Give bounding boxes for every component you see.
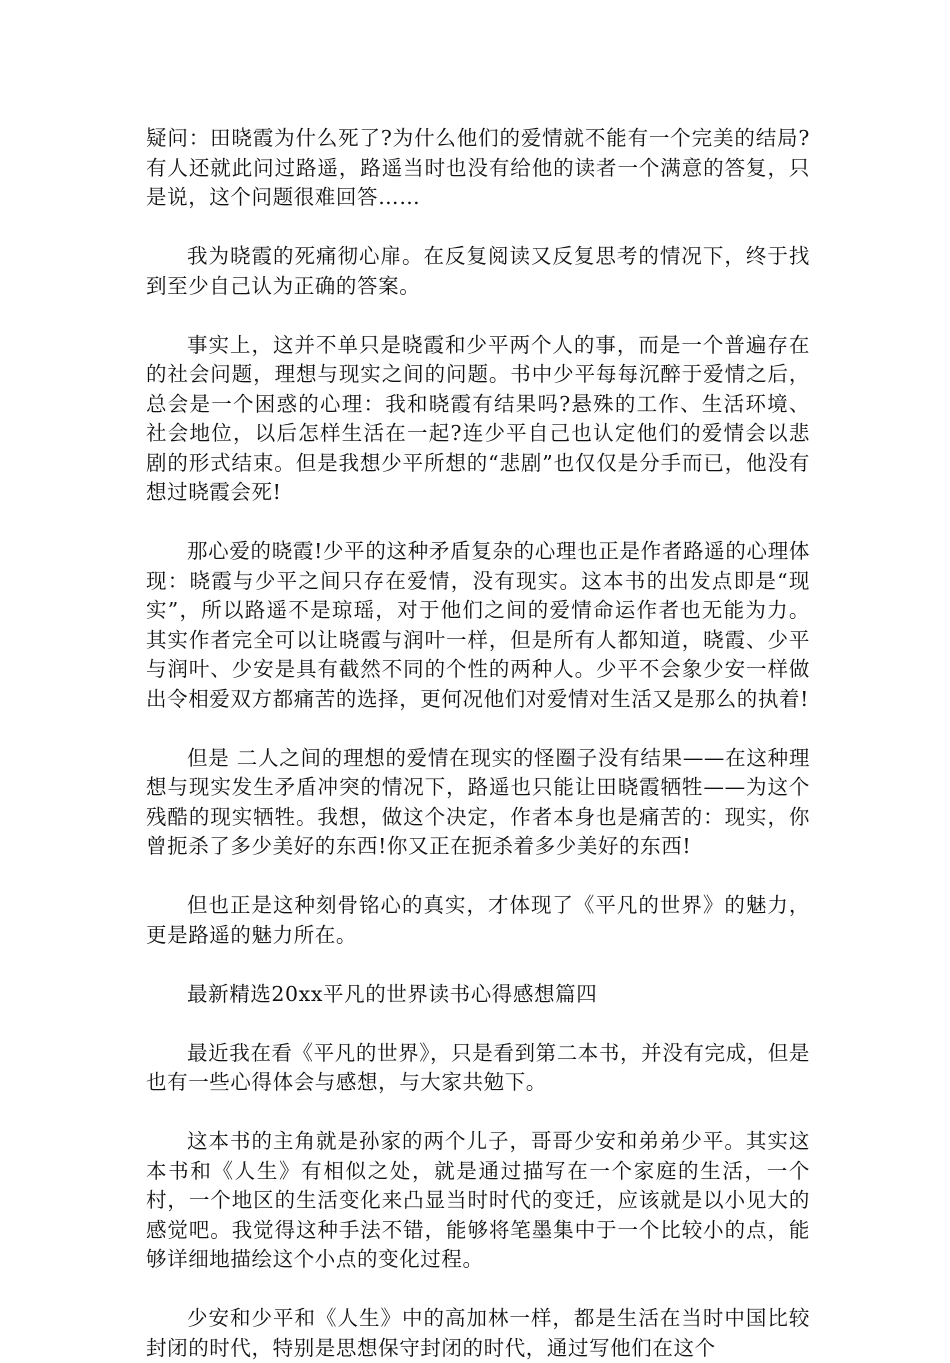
paragraph-6: 但也正是这种刻骨铭心的真实，才体现了《平凡的世界》的魅力，更是路遥的魅力所在。: [146, 893, 810, 947]
paragraph-2: 我为晓霞的死痛彻心扉。在反复阅读又反复思考的情况下，终于找到至少自己认为正确的答案。: [146, 244, 810, 298]
paragraph-4: 那心爱的晓霞!少平的这种矛盾复杂的心理也正是作者路遥的心理体现：晓霞与少平之间只存在爱情，没有现实。这本书的出发点即是“现实”，所以路遥不是琼瑶，对于他们之间的爱情命运作者也无能为力。其实作者完全可以让晓霞与润叶一样，但是所有人都知道，晓霞、少平与润叶、少安是具有截然不同的个性的两种人。少平不会象少安一样做出令相爱双方都痛苦的选择，更何况他们对爱情对生活又是那么的执着!: [146, 539, 810, 711]
paragraph-8: 这本书的主角就是孙家的两个儿子，哥哥少安和弟弟少平。其实这本书和《人生》有相似之处，就是通过描写在一个家庭的生活，一个村，一个地区的生活变化来凸显当时时代的变迁，应该就是以小见大的感觉吧。我觉得这种手法不错，能够将笔墨集中于一个比较小的点，能够详细地描绘这个小点的变化过程。: [146, 1129, 810, 1271]
paragraph-3: 事实上，这并不单只是晓霞和少平两个人的事，而是一个普遍存在的社会问题，理想与现实之间的问题。书中少平每每沉醉于爱情之后，总会是一个困惑的心理：我和晓霞有结果吗?悬殊的工作、生活环境、社会地位，以后怎样生活在一起?连少平自己也认定他们的爱情会以悲剧的形式结束。但是我想少平所想的“悲剧”也仅仅是分手而已，他没有想过晓霞会死!: [146, 332, 810, 504]
paragraph-5: 但是 二人之间的理想的爱情在现实的怪圈子没有结果——在这种理想与现实发生矛盾冲突的情况下，路遥也只能让田晓霞牺牲——为这个残酷的现实牺牲。我想，做这个决定，作者本身也是痛苦的：现实，你曾扼杀了多少美好的东西!你又正在扼杀着多少美好的东西!: [146, 745, 810, 858]
document-body: [146, 124, 810, 1363]
paragraph-9: 少安和少平和《人生》中的高加林一样，都是生活在当时中国比较封闭的时代，特别是思想保守封闭的时代，通过写他们在这个: [146, 1306, 810, 1360]
paragraph-1: 疑问：田晓霞为什么死了?为什么他们的爱情就不能有一个完美的结局?有人还就此问过路遥，路遥当时也没有给他的读者一个满意的答复，只是说，这个问题很难回答……: [146, 126, 810, 209]
section-heading: 最新精选20xx平凡的世界读书心得感想篇四: [187, 981, 598, 1006]
paragraph-7: 最近我在看《平凡的世界》，只是看到第二本书，并没有完成，但是也有一些心得体会与感想，与大家共勉下。: [146, 1040, 810, 1094]
